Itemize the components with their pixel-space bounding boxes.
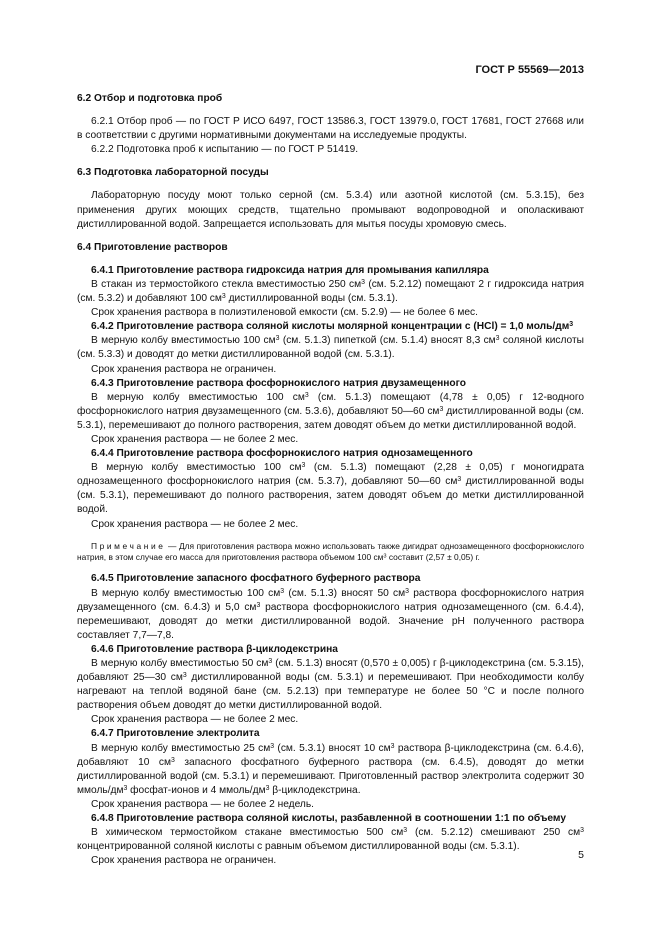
section-6-4-title: 6.4 Приготовление растворов (77, 241, 228, 253)
paragraph-6-2-2: 6.2.2 Подготовка проб к испытанию — по ГОСТ Р 51419. (91, 144, 359, 156)
paragraph-6-4-2-storage: Срок хранения раствора не ограничен. (91, 363, 277, 375)
note-6-4-4: Примечание — Для приготовления раствора можно использовать также дигидрат однозамещенного фосфорнокислого натрия, в этом случае его масса для приготовления раствора объемом 100 $см^3$ составит (2,57 ± 0,05) г. (77, 540, 584, 563)
paragraph-6-4-8-storage: Срок хранения раствора не ограничен. (91, 855, 277, 867)
note-label: Примечание (91, 540, 166, 551)
paragraph-6-4-6-storage: Срок хранения раствора — не более 2 мес. (91, 714, 299, 726)
document-body (77, 92, 584, 868)
subsection-6-4-8-title: 6.4.8 Приготовление раствора соляной кислоты, разбавленной в соотношении 1:1 по объему (91, 813, 566, 825)
paragraph-6-4-7: В мерную колбу вместимостью 25 $см^3$ (см. 5.3.1) вносят 10 $см^3$ раствора β-циклодекстрина (см. 6.4.6), добавляют 10 $см^3$ запасного фосфатного буферного раствора (см. 6.4.5), доводят до метки дистиллированной водой (см. 5.3.1) и перемешивают. Приготовленный раствор электролита содержит 30 ммоль/$дм^3$ фосфат-ионов и 4 ммоль/$дм^3$ β-циклодекстрина. (77, 742, 585, 796)
subsection-6-4-4-title: 6.4.4 Приготовление раствора фосфорнокислого натрия однозамещенного (91, 448, 473, 460)
subsection-6-4-3-title: 6.4.3 Приготовление раствора фосфорнокислого натрия двузамещенного (91, 377, 466, 389)
section-6-3-title: 6.3 Подготовка лабораторной посуды (77, 167, 269, 179)
subsection-6-4-2-title: 6.4.2 Приготовление раствора соляной кислоты молярной концентрации с (HCl) = 1,0 моль/$дм^3$ (91, 321, 574, 333)
paragraph-6-3: Лабораторную посуду моют только серной (см. 5.3.4) или азотной кислотой (см. 5.3.15), без применения других моющих средств, тщательно промывают водопроводной и ополаскивают дистиллированной водой. Запрещается использовать для мытья посуды хромовую смесь. (77, 190, 584, 230)
paragraph-6-4-5: В мерную колбу вместимостью 100 $см^3$ (см. 5.1.3) вносят 50 $см^3$ раствора фосфорнокислого натрия двузамещенного (см. 6.4.3) и 5,0 $см^3$ раствора фосфорнокислого натрия однозамещенного (см. 6.4.4), перемешивают, доводят до метки дистиллированной водой. Значение pH полученного раствора составляет 7,7—7,8. (77, 587, 585, 641)
paragraph-6-4-8: В химическом термостойком стакане вместимостью 500 $см^3$ (см. 5.2.12) смешивают 250 $см^3$ концентрированной соляной кислоты с равным объемом дистиллированной воды (см. 5.3.1). (77, 827, 584, 853)
paragraph-6-4-1-storage: Срок хранения раствора в полиэтиленовой емкости (см. 5.2.9) — не более 6 мес. (91, 307, 478, 319)
paragraph-6-2-1: 6.2.1 Отбор проб — по ГОСТ Р ИСО 6497, ГОСТ 13586.3, ГОСТ 13979.0, ГОСТ 17681, ГОСТ 27668 или в соответствии с другими нормативными документами на исследуемые продукты. (77, 116, 584, 142)
paragraph-6-4-2: В мерную колбу вместимостью 100 $см^3$ (см. 5.1.3) пипеткой (см. 5.1.4) вносят 8,3 $см^3$ соляной кислоты (см. 5.3.3) и доводят до метки дистиллированной водой (см. 5.3.1). (77, 335, 584, 361)
document-code-header: ГОСТ Р 55569—2013 (475, 64, 584, 76)
paragraph-6-4-4: В мерную колбу вместимостью 100 $см^3$ (см. 5.1.3) помещают (2,28 ± 0,05) г моногидрата однозамещенного фосфорнокислого натрия (см. 5.3.7), добавляют 50—60 $см^3$ дистиллированной воды (см. 5.3.1), перемешивают до полного растворения, затем доводят объем до метки дистиллированной водой. (77, 462, 584, 516)
paragraph-6-4-6: В мерную колбу вместимостью 50 $см^3$ (см. 5.1.3) вносят (0,570 ± 0,005) г β-циклодекстрина (см. 5.3.15), добавляют 25—30 $см^3$ дистиллированной воды (см. 5.3.1) и перемешивают. При необходимости колбу нагревают на теплой водяной бане (см. 5.2.13) при температуре не более 50 °С и после полного растворения объем доводят до метки дистиллированной водой. (77, 657, 585, 712)
subsection-6-4-6-title: 6.4.6 Приготовление раствора β-циклодекстрина (91, 643, 338, 655)
page-number: 5 (578, 849, 584, 861)
paragraph-6-4-7-storage: Срок хранения раствора — не более 2 недель. (91, 798, 315, 810)
paragraph-6-4-1: В стакан из термостойкого стекла вместимостью 250 $см^3$ (см. 5.2.12) помещают 2 г гидроксида натрия (см. 5.3.2) и добавляют 100 $см^3$ дистиллированной воды (см. 5.3.1). (77, 278, 584, 305)
subsection-6-4-1-title: 6.4.1 Приготовление раствора гидроксида натрия для промывания капилляра (91, 264, 489, 276)
paragraph-6-4-4-storage: Срок хранения раствора — не более 2 мес. (91, 518, 299, 530)
section-6-2-title: 6.2 Отбор и подготовка проб (77, 93, 223, 104)
subsection-6-4-7-title: 6.4.7 Приготовление электролита (91, 728, 260, 740)
paragraph-6-4-3: В мерную колбу вместимостью 100 $см^3$ (см. 5.1.3) помещают (4,78 ± 0,05) г 12-водного фосфорнокислого натрия двузамещенного (см. 5.3.6), добавляют 50—60 $см^3$ дистиллированной воды (см. 5.3.1), перемешивают до полного растворения, затем доводят объем до метки дистиллированной водой. (77, 391, 585, 431)
subsection-6-4-5-title: 6.4.5 Приготовление запасного фосфатного буферного раствора (91, 573, 421, 585)
paragraph-6-4-3-storage: Срок хранения раствора — не более 2 мес. (91, 433, 299, 445)
